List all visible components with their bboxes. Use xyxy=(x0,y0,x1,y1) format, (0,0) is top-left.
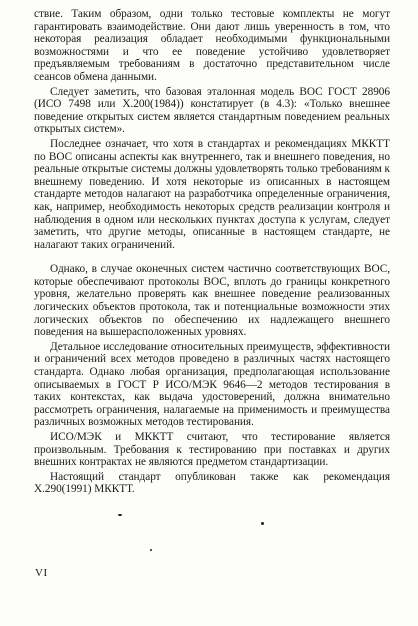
print-speck xyxy=(118,514,122,516)
paragraph-methods-study: Детальное исследование относительных преимуществ, эффективности и ограничений всех методов проведено в различных частях настоящего стандарта. Однако любая организация, предполагающая использование описываемых в ГОСТ Р ИСО/МЭК 9646—2 методов тестирования в таких контекстах, как выдача удостоверений, должна внимательно рассмотреть ограничения, налагаемые на применимость и преимущества различных возможных методов тестирования. xyxy=(34,340,390,429)
body-text xyxy=(34,8,390,496)
paragraph-publication-note: Настоящий стандарт опубликован также как рекомендация Х.290(1991) МККТТ. xyxy=(34,470,390,496)
paragraph-testing-optional: ИСО/МЭК и МККТТ считают, что тестирование является произвольным. Требования к тестированию при поставках и других внешних контрактах не являются предметом стандартизации. xyxy=(34,431,390,469)
paragraph-reference-model: Следует заметить, что базовая эталонная модель ВОС ГОСТ 28906 (ИСО 7498 или Х.200(1984)) констатирует (в 4.3): «Только внешнее поведение открытых систем является стандартным поведением реальных открытых систем». xyxy=(34,85,390,136)
paragraph-continuation: ствие. Таким образом, одни только тестовые комплекты не могут гарантировать взаимодействие. Они дают лишь уверенность в том, что некоторая реализация обладает необходимыми функциональными возможностями и что ее поведение устойчиво удовлетворяет предъявляемым требованиям в достаточно представительном числе сеансов обмена данными. xyxy=(34,8,390,83)
page-number: VI xyxy=(35,567,48,579)
print-speck xyxy=(261,522,264,525)
paragraph-external-behavior: Последнее означает, что хотя в стандартах и рекомендациях МККТТ по ВОС описаны аспекты как внутреннего, так и внешнего поведения, но реальные открытые системы должны удовлетворять только требованиям к внешнему поведению. И хотя некоторые из описанных в настоящем стандарте методов налагают на разработчика определенные ограничения, как, например, необходимость некоторых средств реализации контроля и наблюдения в одном или нескольких пунктах доступа к услугам, следует заметить, что другие методы, описанные в настоящем стандарте, не налагают таких ограничений. xyxy=(34,137,390,251)
print-speck xyxy=(150,549,152,551)
paragraph-end-systems: Однако, в случае оконечных систем частично соответствующих ВОС, которые обеспечивают протоколы ВОС, вплоть до границы конкретного уровня, желательно проверять как внешнее поведение реализованных логических объектов протокола, так и потенциальные возможности этих логических объектов по обеспечению их надлежащего внешнего поведения на вышерасположенных уровнях. xyxy=(34,263,390,339)
